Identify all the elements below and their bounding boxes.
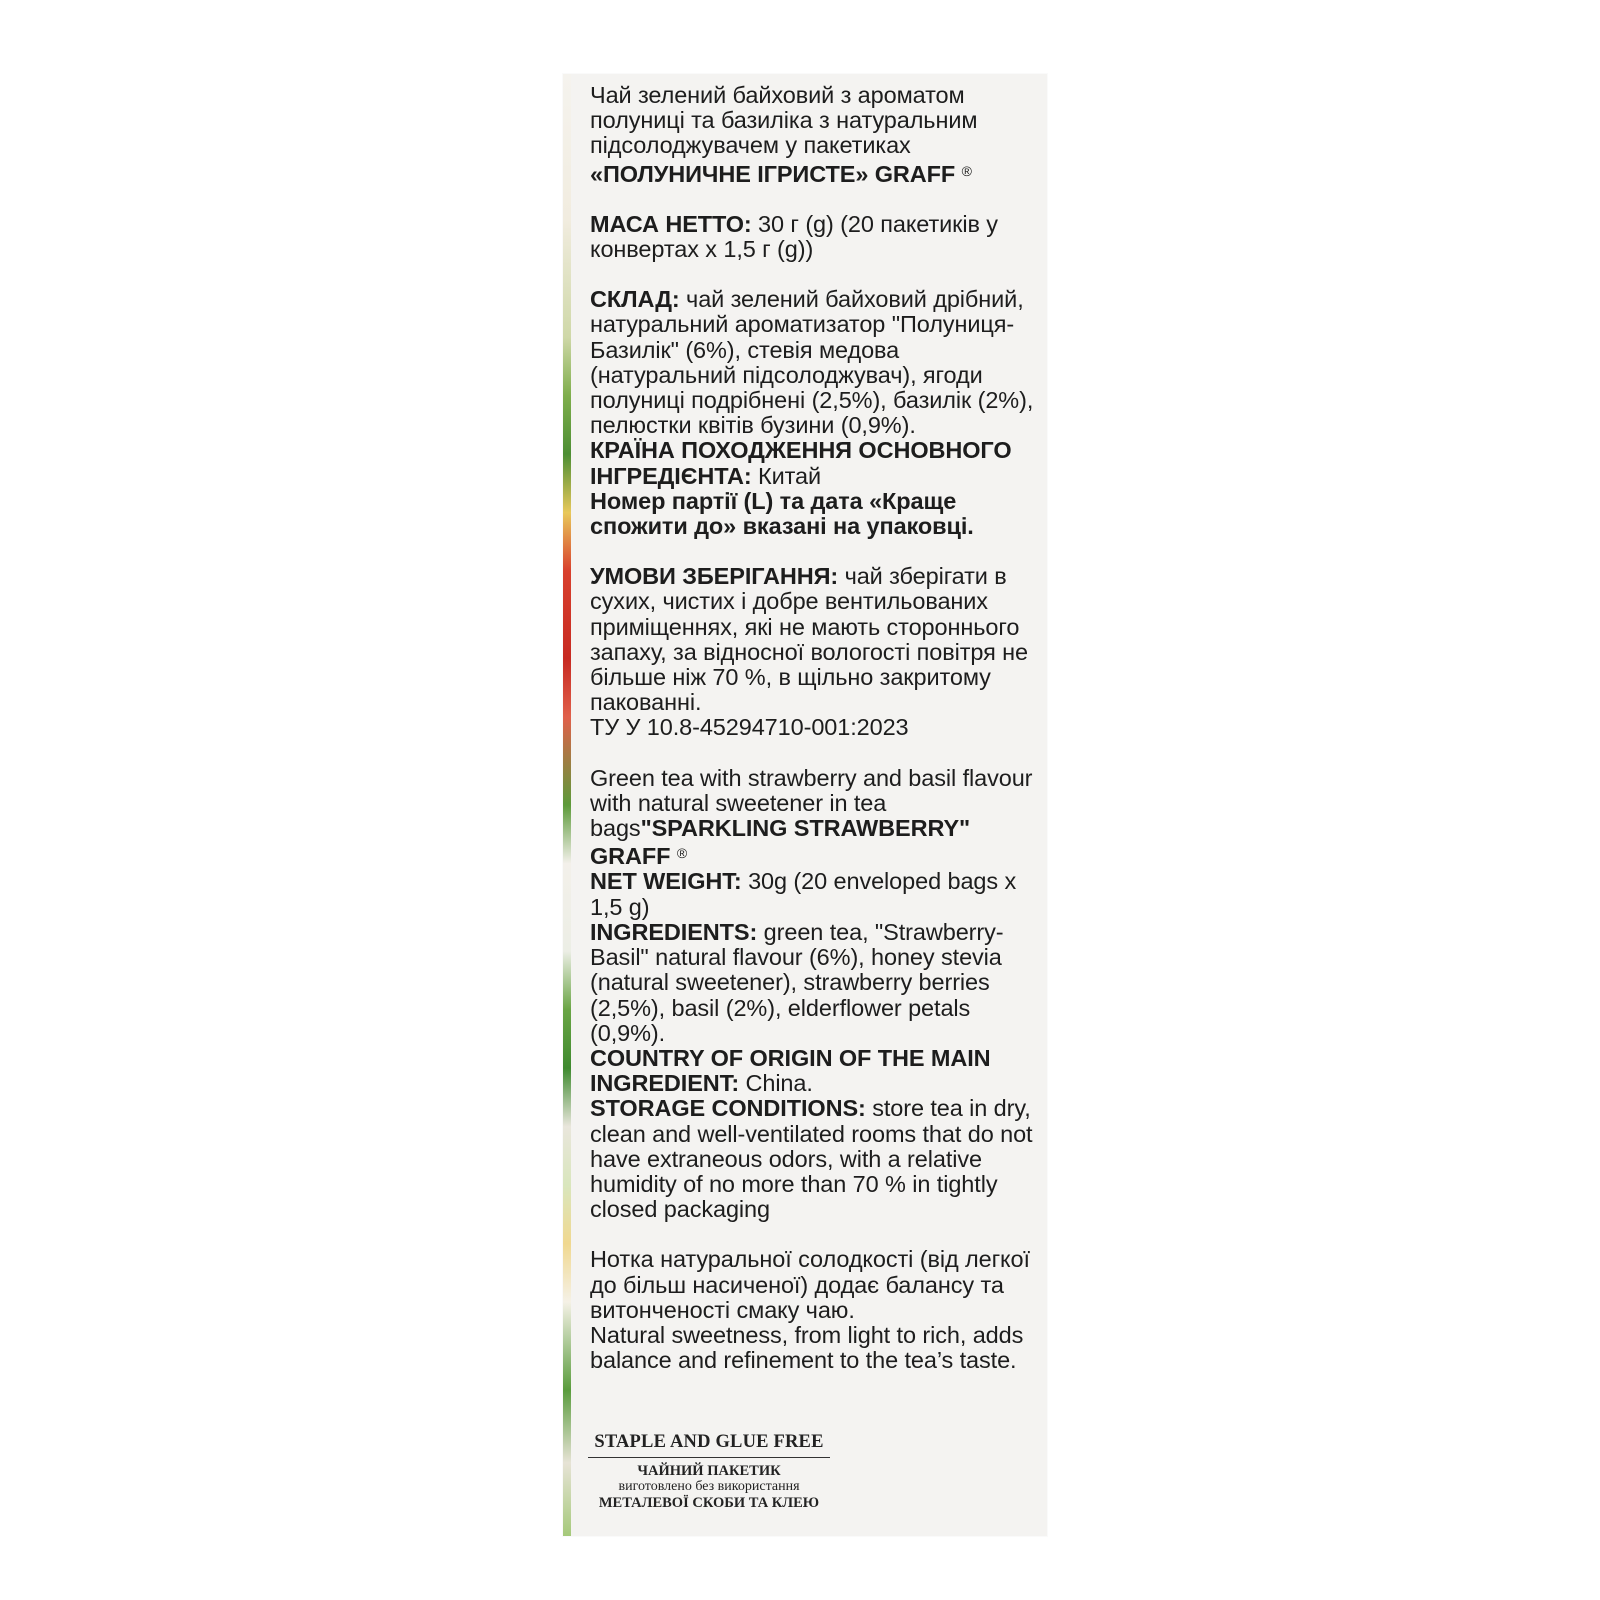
ua-ingredients-value: чай зелений байховий дрібний, натуральний ароматизатор "Полуниця-Базилік" (6%), стевія медова (натуральний підсолоджувач), ягоди полуниці подрібнені (2,5%), базилік (2%), пелюстки квітів бузини (0,9%). bbox=[590, 286, 1034, 439]
ua-ingredients-label: СКЛАД: bbox=[590, 286, 680, 313]
badge-line-1: ЧАЙНИЙ ПАКЕТИК bbox=[637, 1463, 781, 1479]
label-text-block bbox=[590, 83, 1040, 1373]
ua-origin-label: КРАЇНА ПОХОДЖЕННЯ ОСНОВНОГО ІНГРЕДІЄНТА: bbox=[590, 437, 1012, 489]
en-title-text: Green tea with strawberry and basil flavour with natural sweetener in tea bags bbox=[590, 764, 1033, 842]
en-product-name: "SPARKLING STRAWBERRY" GRAFF bbox=[590, 815, 971, 870]
tagline-en: Natural sweetness, from light to rich, adds balance and refinement to the tea’s taste. bbox=[590, 1321, 1024, 1374]
ua-batch-note bbox=[590, 489, 1040, 539]
en-net-label: NET WEIGHT: bbox=[590, 868, 742, 895]
registered-mark: ® bbox=[961, 162, 972, 179]
ua-net-weight bbox=[590, 212, 1040, 262]
ua-title-line-2: полуниці та базиліка з натуральним bbox=[590, 107, 978, 134]
en-storage-value: store tea in dry, clean and well-ventilated rooms that do not have extraneous odors, with a relative humidity of no more than 70 % in tightly closed packaging bbox=[590, 1095, 1033, 1223]
ua-title bbox=[590, 83, 1040, 187]
ua-product-name: «ПОЛУНИЧНЕ ІГРИСТЕ» GRAFF bbox=[590, 160, 956, 187]
ua-net-value: 30 г (g) (20 пакетиків у конвертах x 1,5 г (g)) bbox=[590, 210, 998, 263]
en-ingredients-label: INGREDIENTS: bbox=[590, 918, 758, 945]
ua-origin bbox=[590, 438, 1040, 488]
en-net-value: 30g (20 enveloped bags x 1,5 g) bbox=[590, 868, 1017, 920]
en-origin-value: China. bbox=[739, 1070, 813, 1097]
en-storage-label: STORAGE CONDITIONS: bbox=[590, 1095, 866, 1122]
en-net-weight bbox=[590, 869, 1040, 919]
package-front-edge-artwork bbox=[563, 74, 571, 1536]
en-storage bbox=[590, 1096, 1040, 1222]
badge-line-3: МЕТАЛЕВОЇ СКОБИ ТА КЛЕЮ bbox=[598, 1495, 820, 1511]
ua-title-line-3: підсолоджувачем у пакетиках bbox=[590, 132, 911, 159]
tagline-ua: Нотка натуральної солодкості (від легкої до більш насиченої) додає балансу та витонченості смаку чаю. bbox=[590, 1246, 1030, 1323]
staple-glue-free-badge bbox=[588, 1432, 830, 1511]
en-origin bbox=[590, 1046, 1040, 1096]
en-origin-label: COUNTRY OF ORIGIN OF THE MAIN INGREDIENT: bbox=[590, 1044, 991, 1097]
badge-title: STAPLE AND GLUE FREE bbox=[588, 1432, 830, 1458]
badge-line-2: виготовлено без використання bbox=[618, 1479, 800, 1494]
ua-origin-value: Китай bbox=[751, 462, 822, 489]
ua-net-label: МАСА НЕТТО: bbox=[590, 210, 752, 237]
ua-title-line-1: Чай зелений байховий з ароматом bbox=[590, 82, 965, 108]
ua-storage-value: чай зберігати в сухих, чистих і добре вентильованих приміщеннях, які не мають стороннього запаху, за відносної вологості повітря не більше ніж 70 %, в щільно закритому пакованні. bbox=[590, 563, 1029, 716]
ua-ingredients bbox=[590, 287, 1040, 438]
ua-storage bbox=[590, 564, 1040, 715]
registered-mark-en: ® bbox=[676, 845, 688, 862]
en-ingredients-value: green tea, "Strawberry-Basil" natural flavour (6%), honey stevia (natural sweetener), strawberry berries (2,5%), basil (2%), elderflower petals (0,9%). bbox=[590, 918, 1004, 1046]
ua-standard: ТУ У 10.8-45294710-001:2023 bbox=[590, 714, 909, 741]
en-title bbox=[590, 766, 1040, 870]
en-ingredients bbox=[590, 920, 1040, 1046]
ua-storage-label: УМОВИ ЗБЕРІГАННЯ: bbox=[590, 563, 839, 590]
ua-batch-note-text: Номер партії (L) та дата «Краще спожити до» вказані на упаковці. bbox=[590, 487, 974, 540]
